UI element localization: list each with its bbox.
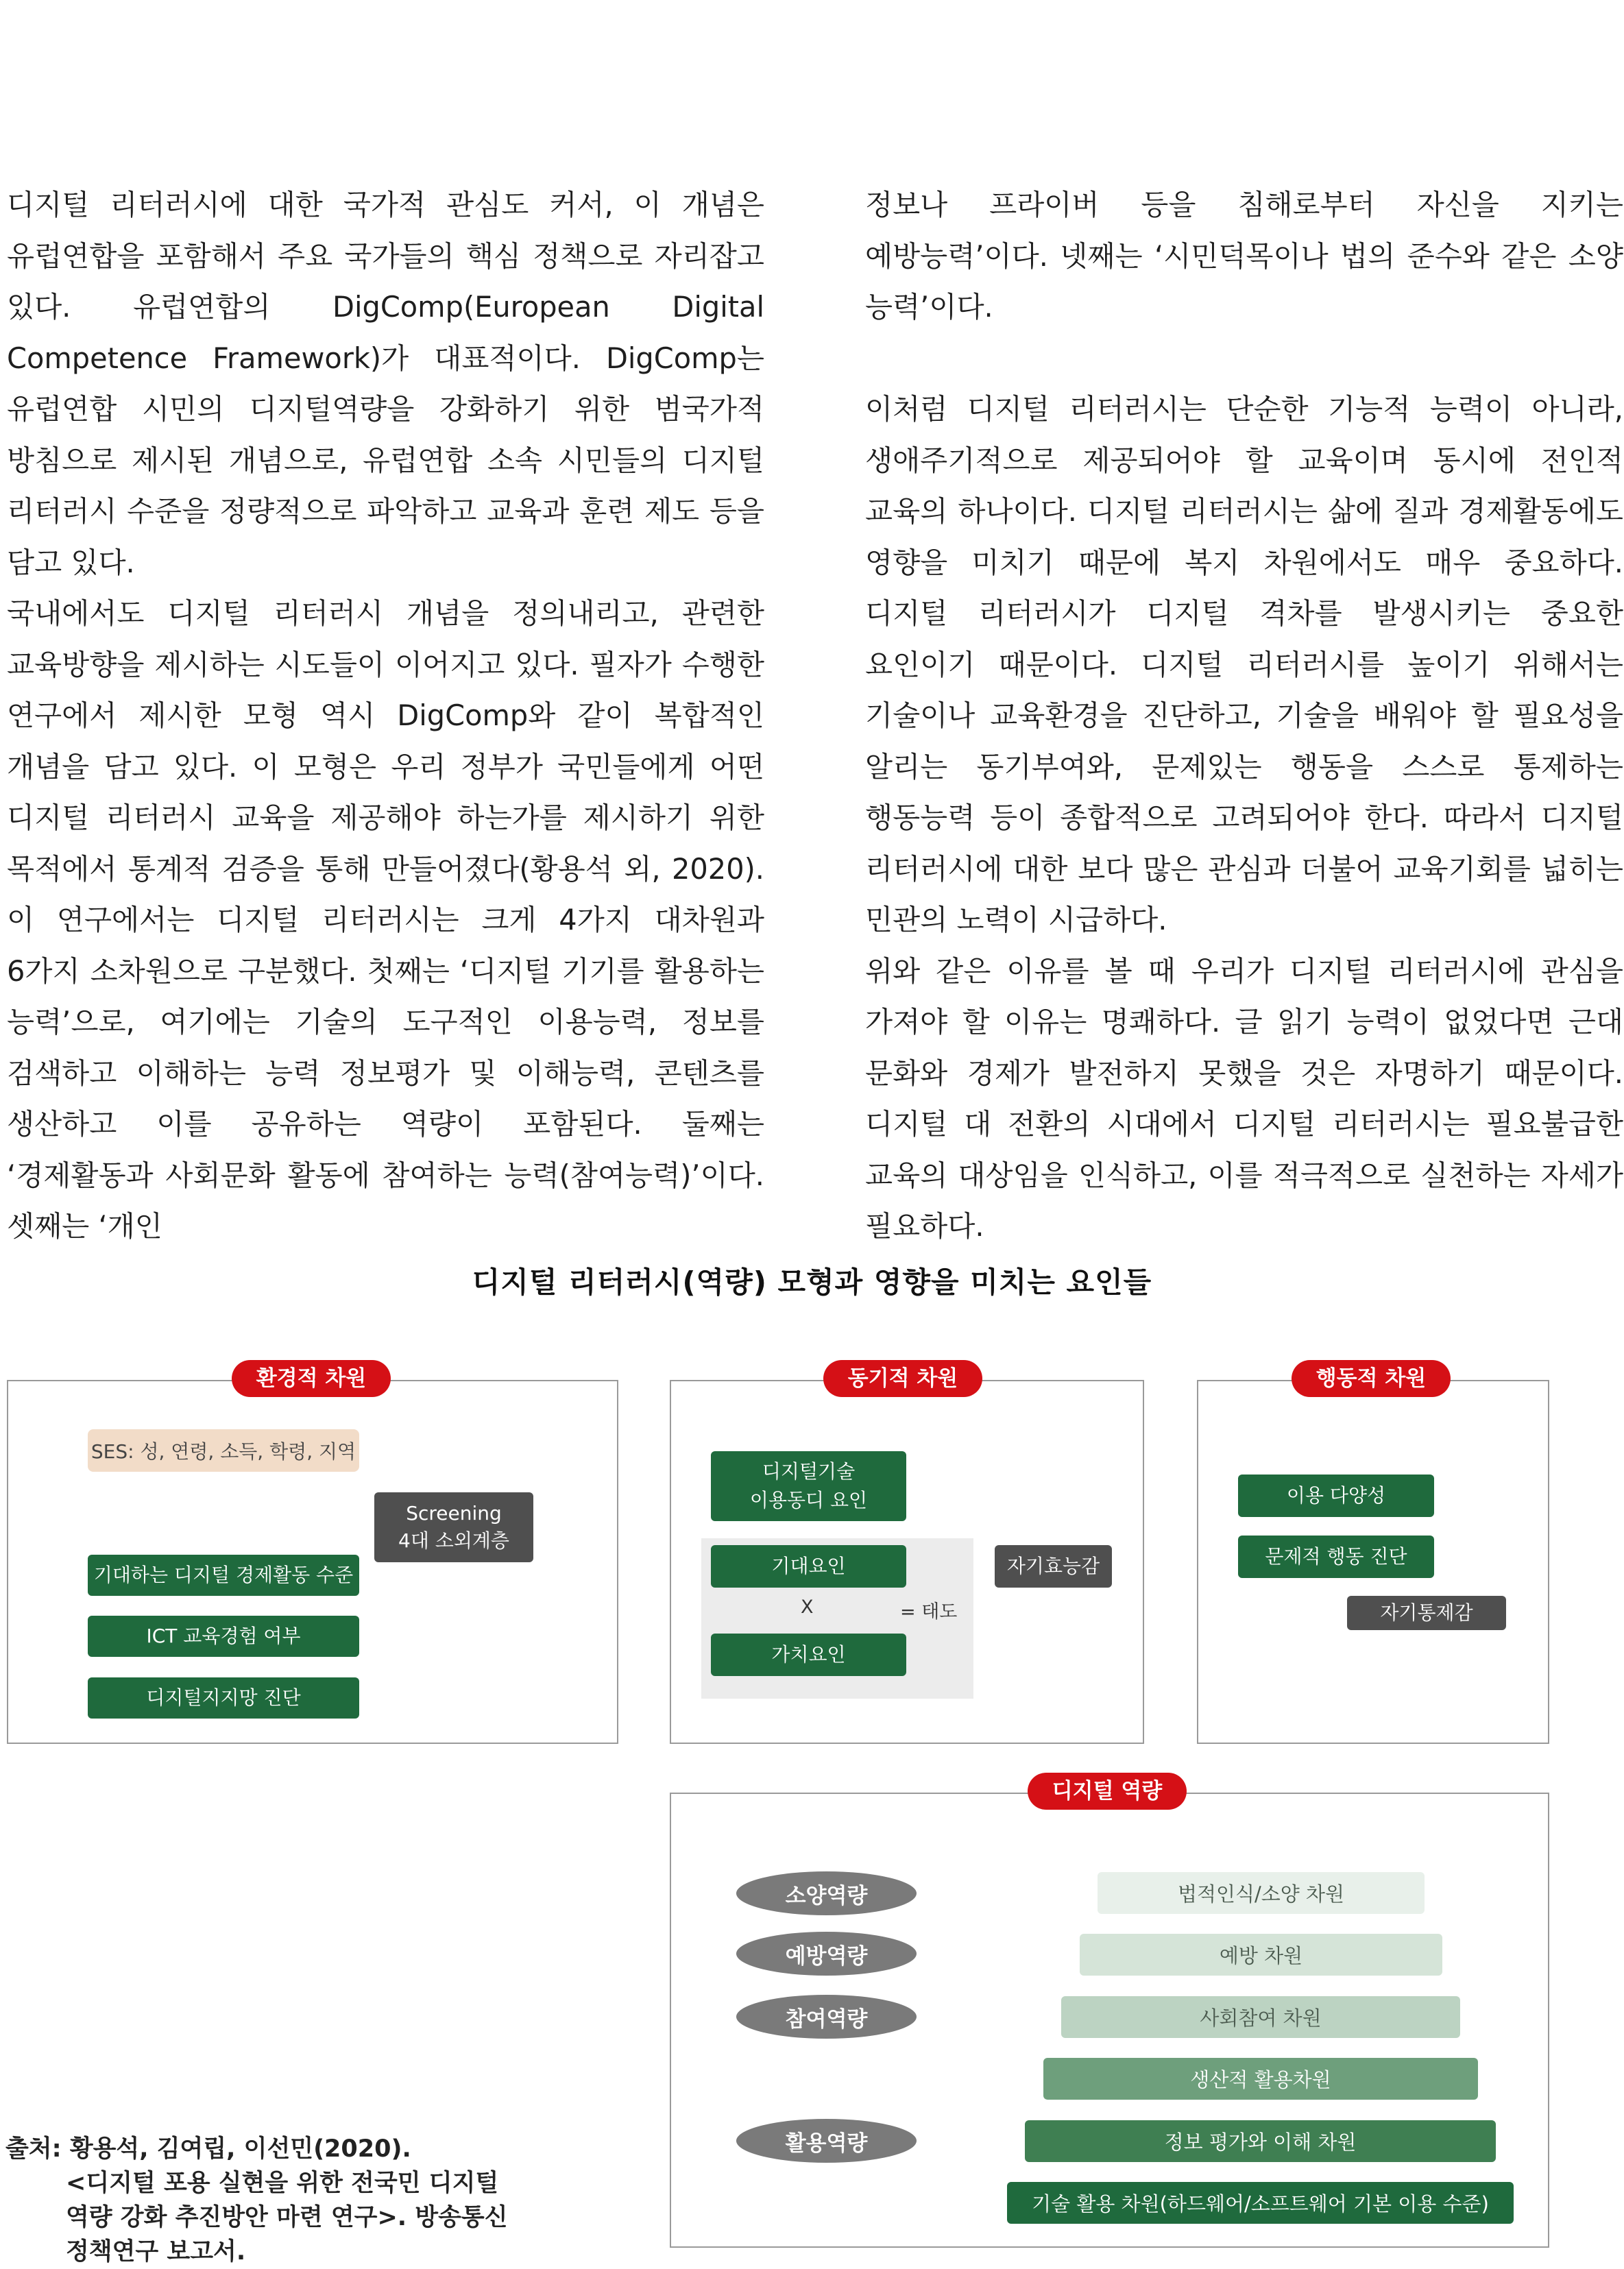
body-paragraph: 이처럼 디지털 리터러시는 단순한 기능적 능력이 아니라, 생애주기적으로 제공되어야 할 교육이며 동시에 전인적 교육의 하나이다. 디지털 리터러시는 삶에 질과 경제활동에도 영향을 미치기 때문에 복지 차원에서도 매우 중요하다. 디지털 리터러시가 디지털 격차를 발생시키는 중요한 요인이기 때문이다. 디지털 리터러시를 높이기 위해서는 기술이나 교육환경을 진단하고, 기술을 배워야 할 필요성을 알리는 동기부여와, 문제있는 행동을 스스로 통제하는 행동능력 등이 종합적으로 고려되어야 한다. 따라서 디지털 리터러시에 대한 보다 많은 관심과 더불어 교육기회를 넓히는 민관의 노력이 시급하다. <box>865 392 1623 936</box>
competence-tag: 디지털 역량 <box>1028 1773 1187 1810</box>
sense-competence-pill: 소양역량 <box>736 1871 917 1915</box>
source-line2: <디지털 포용 실현을 위한 전국민 디지털 <box>66 2170 499 2197</box>
body-paragraph: 디지털 리터러시에 대한 국가적 관심도 커서, 이 개념은 유럽연합을 포함해서 주요 국가들의 핵심 정책으로 자리잡고 있다. 유럽연합의 DigComp(European Digital Competence Framework)가 대표적이다. DigComp는 유럽연합 시민의 디지털역량을 강화하기 위한 범국가적 방침으로 제시된 개념으로, 유럽연합 소속 시민들의 디지털 리터러시 수준을 정량적으로 파악하고 교육과 훈련 제도 등을 담고 있다. <box>7 188 764 579</box>
screening-line1: Screening <box>406 1502 502 1525</box>
environmental-tag: 환경적 차원 <box>232 1360 391 1397</box>
tech-line2: 이용동디 요인 <box>749 1489 868 1512</box>
body-paragraph: 위와 같은 이유를 볼 때 우리가 디지털 리터러시에 관심을 가져야 할 이유는 명쾌하다. 글 읽기 능력이 없었다면 근대 문화와 경제가 발전하지 못했을 것은 자명하기 때문이다. 디지털 대 전환의 시대에서 디지털 리터러시는 필요불급한 교육의 대상임을 인식하고, 이를 적극적으로 실천하는 자세가 필요하다. <box>865 954 1623 1243</box>
self-efficacy-box: 자기효능감 <box>995 1545 1112 1588</box>
ict-education-box: ICT 교육경험 여부 <box>88 1616 359 1657</box>
figure-source <box>5 2132 508 2269</box>
tier-legal-awareness: 법적인식/소양 차원 <box>1098 1872 1425 1914</box>
source-line1: 출처: 황용석, 김여립, 이선민(2020). <box>5 2135 411 2163</box>
source-line4: 정책연구 보고서. <box>66 2238 246 2266</box>
use-competence-pill: 활용역량 <box>736 2119 917 2163</box>
times-symbol: X <box>801 1597 814 1618</box>
tier-productive-use: 생산적 활용차원 <box>1043 2058 1478 2100</box>
screening-line2: 4대 소외계층 <box>398 1529 509 1552</box>
self-control-box: 자기통제감 <box>1347 1596 1506 1630</box>
tier-info-evaluation: 정보 평가와 이해 차원 <box>1025 2120 1496 2162</box>
tech-line1: 디지털기술 <box>762 1460 856 1483</box>
tech-motivation-box <box>711 1451 906 1521</box>
usage-diversity-box: 이용 다양성 <box>1238 1475 1434 1517</box>
expectation-box: 기대요인 <box>711 1545 906 1588</box>
source-label: 출처: <box>5 2135 62 2163</box>
body-paragraph: 정보나 프라이버 등을 침해로부터 자신을 지키는 예방능력’이다. 넷째는 ‘시민덕목이나 법의 준수와 같은 소양 능력’이다. <box>865 188 1623 324</box>
figure-title: 디지털 리터러시(역량) 모형과 영향을 미치는 요인들 <box>472 1265 1152 1299</box>
screening-box <box>374 1492 533 1562</box>
behavioral-tag: 행동적 차원 <box>1292 1360 1451 1397</box>
prevention-competence-pill: 예방역량 <box>736 1932 917 1976</box>
body-paragraph: 국내에서도 디지털 리터러시 개념을 정의내리고, 관련한 교육방향을 제시하는 시도들이 이어지고 있다. 필자가 수행한 연구에서 제시한 모형 역시 DigComp와 같이 복합적인 개념을 담고 있다. 이 모형은 우리 정부가 국민들에게 어떤 디지털 리터러시 교육을 제공해야 하는가를 제시하기 위한 목적에서 통계적 검증을 통해 만들어졌다(황용석 외, 2020). 이 연구에서는 디지털 리터러시는 크게 4가지 대차원과 6가지 소차원으로 구분했다. 첫째는 ‘디지털 기기를 활용하는 능력’으로, 여기에는 기술의 도구적인 이용능력, 정보를 검색하고 이해하는 능력 정보평가 및 이해능력, 콘텐츠를 생산하고 이를 공유하는 역량이 포함된다. 둘째는 ‘경제활동과 사회문화 활동에 참여하는 능력(참여능력)’이다. 셋째는 ‘개인 <box>7 596 764 1243</box>
value-box: 가치요인 <box>711 1634 906 1676</box>
ses-box: SES: 성, 연령, 소득, 학령, 지역 <box>88 1429 359 1472</box>
participation-competence-pill: 참여역량 <box>736 1995 917 2039</box>
attitude-label: = 태도 <box>900 1601 958 1623</box>
source-line3: 역량 강화 추진방안 마련 연구>. 방송통신 <box>66 2204 508 2231</box>
tier-social-participation: 사회참여 차원 <box>1061 1996 1460 2038</box>
expected-economic-box: 기대하는 디지털 경제활동 수준 <box>88 1555 359 1596</box>
support-network-box: 디지털지지망 진단 <box>88 1677 359 1719</box>
motivational-tag: 동기적 차원 <box>823 1360 982 1397</box>
tier-prevention: 예방 차원 <box>1080 1934 1442 1976</box>
problem-diagnosis-box: 문제적 행동 진단 <box>1238 1536 1434 1578</box>
tier-tech-use: 기술 활용 차원(하드웨어/소프트웨어 기본 이용 수준) <box>1007 2182 1514 2224</box>
